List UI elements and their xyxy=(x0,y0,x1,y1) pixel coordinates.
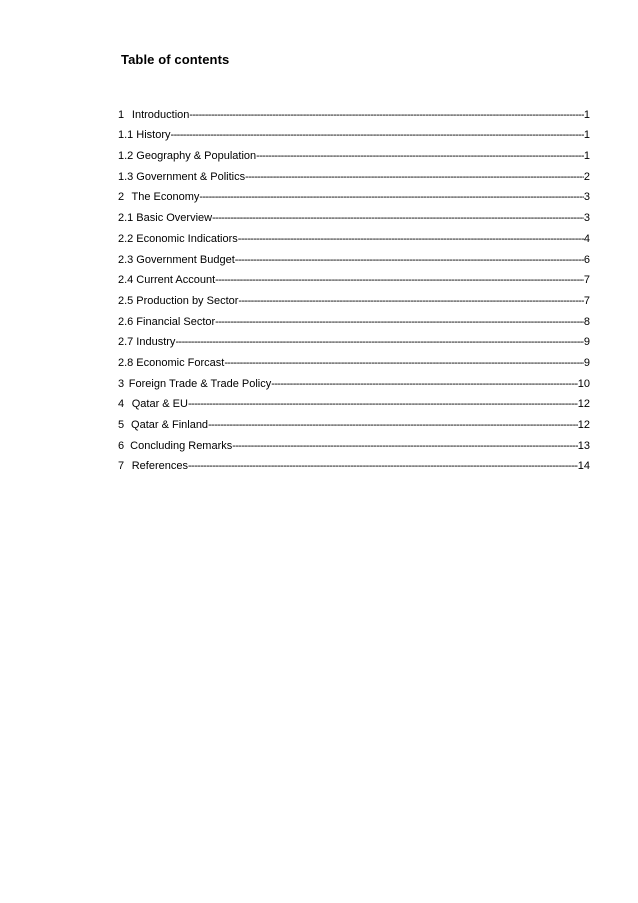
toc-entry-title: Basic Overview xyxy=(136,212,213,225)
toc-dot-leader xyxy=(189,109,584,122)
toc-entry-page: 9 xyxy=(583,356,590,369)
toc-entry-page: 9 xyxy=(583,336,590,349)
toc-entry-title: Geography & Population xyxy=(136,150,257,163)
toc-entry[interactable] xyxy=(118,144,590,165)
toc-entry-number: 1.2 xyxy=(118,150,134,163)
toc-entry[interactable] xyxy=(118,310,590,331)
toc-dot-leader xyxy=(215,274,584,287)
toc-entry-number: 1.3 xyxy=(118,170,134,183)
toc-dot-leader xyxy=(212,212,584,225)
toc-dot-leader xyxy=(232,440,577,453)
toc-entry-page: 3 xyxy=(583,191,590,204)
toc-entry-number: 2.3 xyxy=(118,253,134,266)
toc-entry[interactable] xyxy=(118,289,590,310)
toc-entry[interactable] xyxy=(118,206,590,227)
toc-entry-page: 1 xyxy=(583,150,590,163)
toc-entry-page: 14 xyxy=(577,460,590,473)
toc-entry-page: 13 xyxy=(577,439,590,452)
toc-entry-title: Production by Sector xyxy=(136,294,239,307)
toc-entry-number: 4 xyxy=(118,398,125,411)
toc-entry[interactable] xyxy=(118,248,590,269)
toc-entry-number: 2.4 xyxy=(118,274,134,287)
toc-entry-title: Qatar & Finland xyxy=(131,419,209,431)
toc-list xyxy=(118,103,590,475)
toc-entry-page: 7 xyxy=(583,294,590,307)
toc-entry-page: 4 xyxy=(583,232,590,245)
toc-entry-number: 2.5 xyxy=(118,294,134,307)
toc-dot-leader xyxy=(215,316,584,329)
toc-entry-page: 3 xyxy=(583,212,590,225)
toc-entry-number: 2.6 xyxy=(118,315,134,328)
toc-entry-page: 1 xyxy=(583,108,590,121)
toc-entry-title: Economic Indicatiors xyxy=(136,232,238,245)
toc-dot-leader xyxy=(171,129,584,142)
toc-dot-leader xyxy=(271,378,577,391)
toc-entry-page: 10 xyxy=(577,377,590,390)
toc-dot-leader xyxy=(235,254,584,267)
toc-entry[interactable] xyxy=(118,269,590,290)
toc-entry-number: 2.7 xyxy=(118,336,134,349)
toc-entry[interactable] xyxy=(118,227,590,248)
toc-entry-page: 1 xyxy=(583,129,590,142)
toc-entry-title: Foreign Trade & Trade Policy xyxy=(128,377,272,390)
toc-entry-title: Government & Politics xyxy=(136,170,246,183)
toc-entry-title: Concluding Remarks xyxy=(130,439,233,452)
toc-dot-leader xyxy=(208,419,578,432)
toc-entry-number: 7 xyxy=(118,460,125,473)
toc-entry[interactable] xyxy=(118,372,590,393)
toc-dot-leader xyxy=(224,357,584,370)
toc-dot-leader xyxy=(175,336,583,349)
toc-dot-leader xyxy=(188,398,578,411)
toc-entry[interactable] xyxy=(118,331,590,352)
toc-entry-number: 2.2 xyxy=(118,232,134,245)
toc-entry-title: Economic Forcast xyxy=(136,356,225,369)
toc-entry-title: Government Budget xyxy=(136,253,235,266)
toc-entry-number: 3 xyxy=(118,377,125,390)
toc-entry-title: The Economy xyxy=(131,191,200,204)
toc-entry-title: Introduction xyxy=(131,108,190,121)
toc-dot-leader xyxy=(256,150,584,163)
toc-entry[interactable] xyxy=(118,186,590,207)
toc-dot-leader xyxy=(238,295,583,308)
toc-entry[interactable] xyxy=(118,434,590,455)
toc-entry-number: 2 xyxy=(118,191,125,204)
toc-entry[interactable] xyxy=(118,103,590,124)
toc-entry-number: 1.1 xyxy=(118,129,134,142)
toc-entry-number: 6 xyxy=(118,439,125,452)
toc-entry[interactable] xyxy=(118,351,590,372)
toc-entry-number: 1 xyxy=(118,108,125,121)
toc-dot-leader xyxy=(238,233,584,246)
toc-entry-title: References xyxy=(131,460,188,473)
toc-entry-number: 2.8 xyxy=(118,356,134,369)
toc-entry-title: Current Account xyxy=(136,274,216,287)
toc-entry-title: Financial Sector xyxy=(136,315,216,328)
toc-entry-page: 7 xyxy=(583,274,590,287)
toc-entry[interactable] xyxy=(118,413,590,434)
toc-entry[interactable] xyxy=(118,455,590,476)
toc-entry[interactable] xyxy=(118,124,590,145)
toc-dot-leader xyxy=(245,171,584,184)
toc-entry-title: History xyxy=(136,129,171,142)
toc-entry-page: 12 xyxy=(577,419,590,431)
toc-entry-page: 8 xyxy=(583,315,590,328)
toc-entry[interactable] xyxy=(118,393,590,414)
toc-entry-page: 2 xyxy=(583,170,590,183)
toc-entry-number: 2.1 xyxy=(118,212,134,225)
toc-entry-title: Industry xyxy=(136,336,176,349)
toc-dot-leader xyxy=(188,460,578,473)
toc-title: Table of contents xyxy=(121,52,230,67)
toc-dot-leader xyxy=(199,191,583,204)
toc-entry-number: 5 xyxy=(118,419,125,431)
toc-entry-title: Qatar & EU xyxy=(131,398,188,411)
toc-entry-page: 12 xyxy=(577,398,590,411)
toc-entry[interactable] xyxy=(118,165,590,186)
toc-entry-page: 6 xyxy=(583,253,590,266)
